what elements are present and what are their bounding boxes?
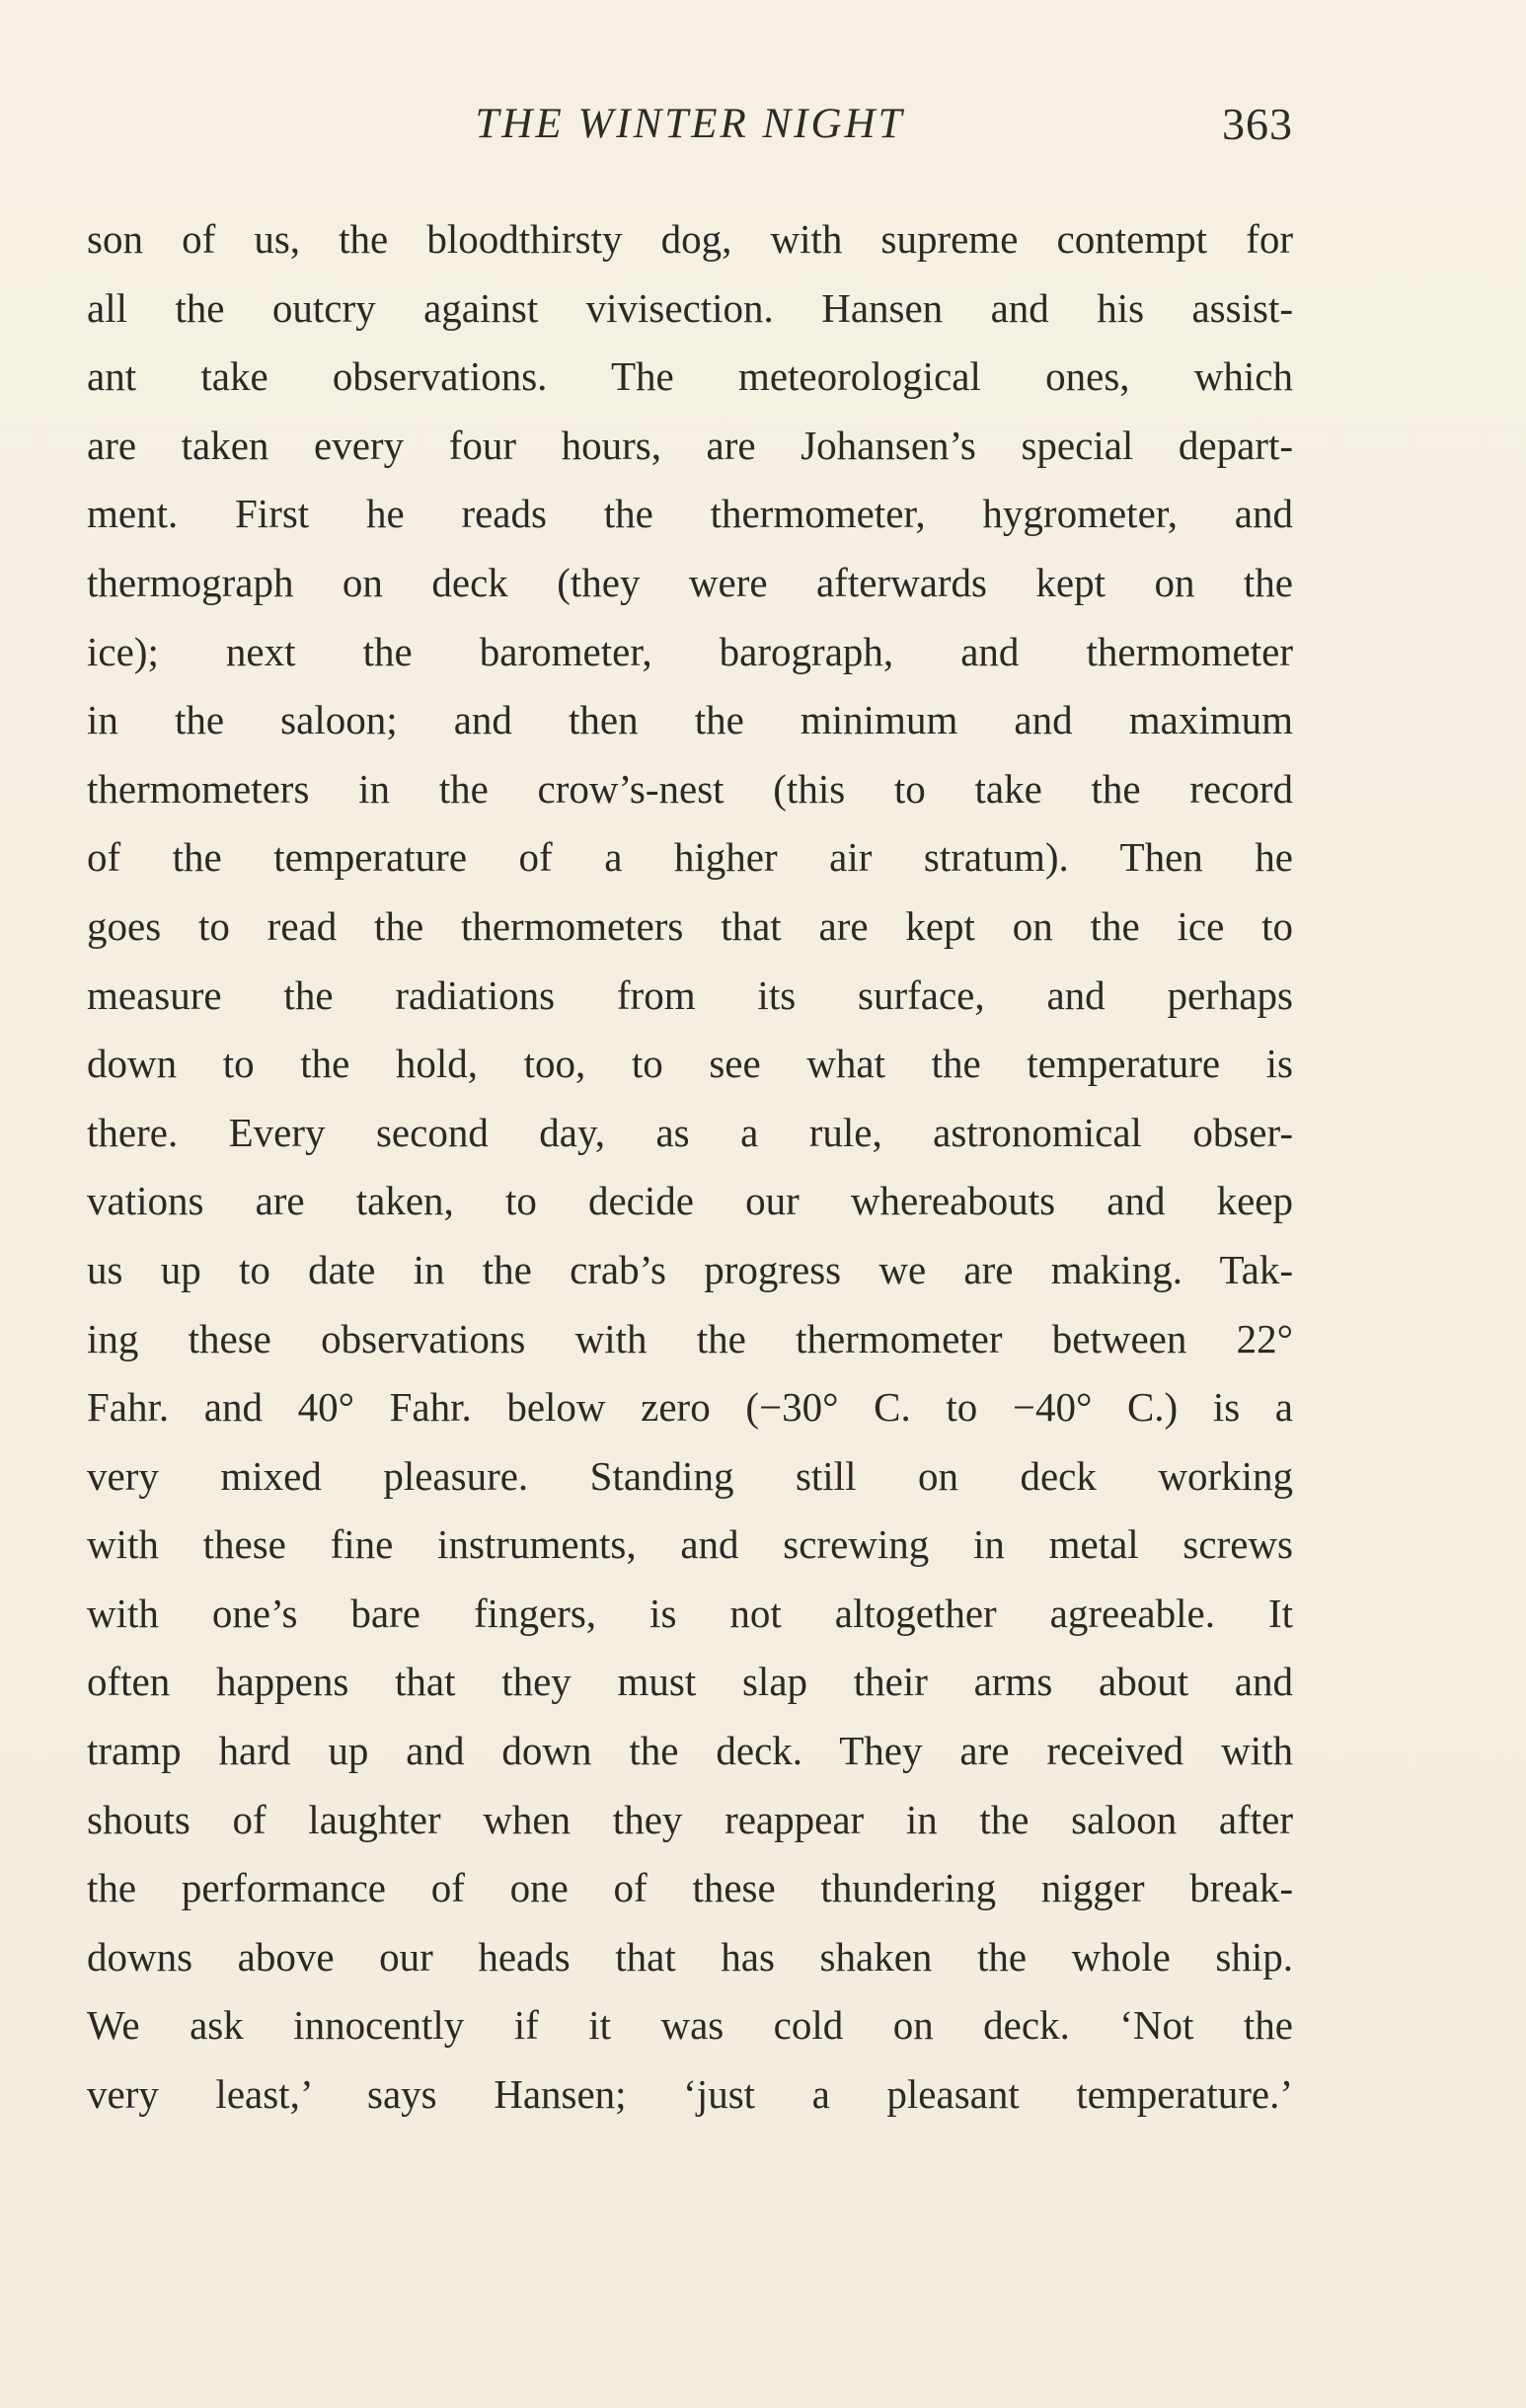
text-line: measure the radiations from its surface, and perhaps (87, 971, 1293, 1018)
text-line: ant take observations. The meteorological ones, which (87, 353, 1293, 400)
text-line: ing these observations with the thermometer between 22° (87, 1315, 1293, 1361)
running-title: THE WINTER NIGHT (475, 101, 905, 147)
text-line: are taken every four hours, are Johansen’s special depart- (87, 422, 1293, 468)
text-line: shouts of laughter when they reappear in the saloon after (87, 1796, 1293, 1842)
page-number: 363 (1222, 99, 1293, 149)
text-line: there. Every second day, as a rule, astronomical obser- (87, 1109, 1293, 1155)
text-line: us up to date in the crab’s progress we are making. Tak- (87, 1246, 1293, 1292)
text-line: thermometers in the crow’s-nest (this to take the record (87, 765, 1293, 812)
text-line: tramp hard up and down the deck. They are received with (87, 1728, 1293, 1774)
text-line: very least,’ says Hansen; ‘just a pleasant temperature.’ (87, 2071, 1293, 2118)
body-text (87, 205, 1293, 2130)
text-line: thermograph on deck (they were afterwards kept on the (87, 559, 1293, 605)
text-line: Fahr. and 40° Fahr. below zero (−30° C. to −40° C.) is a (87, 1384, 1293, 1431)
text-line: ment. First he reads the thermometer, hygrometer, and (87, 491, 1293, 537)
text-line: of the temperature of a higher air stratum). Then he (87, 834, 1293, 881)
text-line: goes to read the thermometers that are kept on the ice to (87, 902, 1293, 949)
text-line: with one’s bare fingers, is not altogether agreeable. It (87, 1590, 1293, 1636)
text-line: the performance of one of these thundering nigger break- (87, 1865, 1293, 1911)
text-line: often happens that they must slap their arms about and (87, 1659, 1293, 1705)
text-line: ice); next the barometer, barograph, and thermometer (87, 628, 1293, 674)
running-head (87, 95, 1293, 154)
text-line: with these fine instruments, and screwing in metal screws (87, 1521, 1293, 1568)
text-line: downs above our heads that has shaken the whole ship. (87, 1933, 1293, 1980)
text-line: We ask innocently if it was cold on deck. ‘Not the (87, 2002, 1293, 2049)
text-line: in the saloon; and then the minimum and maximum (87, 697, 1293, 743)
text-line: very mixed pleasure. Standing still on deck working (87, 1452, 1293, 1499)
text-line: vations are taken, to decide our whereabouts and keep (87, 1178, 1293, 1224)
text-line: down to the hold, too, to see what the temperature is (87, 1041, 1293, 1087)
text-line: son of us, the bloodthirsty dog, with supreme contempt for (87, 216, 1293, 262)
text-line: all the outcry against vivisection. Hansen and his assist- (87, 284, 1293, 331)
